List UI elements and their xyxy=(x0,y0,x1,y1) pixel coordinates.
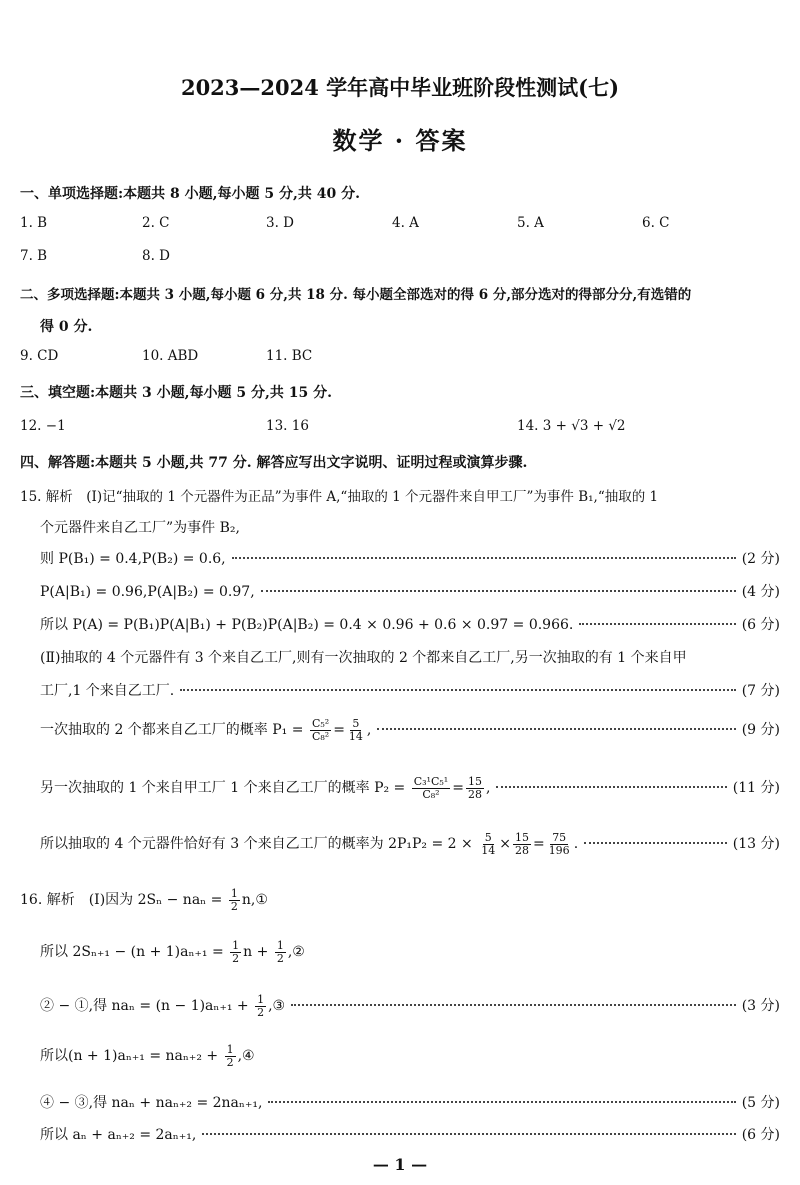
fraction: $\frac{1}{2}$ xyxy=(226,1043,234,1069)
fraction: $\frac{15}{28}$ xyxy=(467,775,482,801)
score-points: (5 分) xyxy=(741,1095,780,1111)
answer-item: 8. D xyxy=(142,248,170,264)
fraction: $\frac{\text{C₅²}}{\text{C₈²}}$ xyxy=(311,717,330,743)
q16-line: 16. 解析 (Ⅰ)因为 2Sₙ − naₙ = $\frac{1}{2}$ n,① xyxy=(20,887,268,913)
section-heading-multi-choice: 二、多项选择题:本题共 3 小题,每小题 6 分,共 18 分. 每小题全部选对的得 6 分,部分选对的得部分分,有选错的 xyxy=(20,287,692,303)
leader-dots xyxy=(291,1004,736,1006)
q15-step: P(A|B₁) = 0.96,P(A|B₂) = 0.97, (4 分) xyxy=(40,581,780,601)
answer-item: 14. 3 + √3 + √2 xyxy=(517,418,626,434)
answer-item: 3. D xyxy=(266,215,294,231)
answer-item: 1. B xyxy=(20,215,48,231)
answer-item: 9. CD xyxy=(20,348,59,364)
leader-dots xyxy=(584,842,727,844)
page-subtitle: 数学 · 答案 xyxy=(332,126,468,155)
q16-line: 所以(n + 1)aₙ₊₁ = naₙ₊₂ + $\frac{1}{2}$ ,④ xyxy=(40,1043,255,1069)
answer-item: 6. C xyxy=(642,215,670,231)
q15-step: 所以抽取的 4 个元器件恰好有 3 个来自乙工厂的概率为 2P₁P₂ = 2 × $\frac{5}{14}$ × $\frac{15}{28}$ = $\frac{75}{196}$ . (13 分) xyxy=(40,831,780,857)
section-heading-multi-choice-cont: 得 0 分. xyxy=(40,319,93,335)
q15-step: 则 P(B₁) = 0.4,P(B₂) = 0.6, (2 分) xyxy=(40,548,780,568)
section-heading-solutions: 四、解答题:本题共 5 小题,共 77 分. 解答应写出文字说明、证明过程或演算步骤. xyxy=(20,455,528,471)
fraction: $\frac{\text{C₃¹C₅¹}}{\text{C₈²}}$ xyxy=(413,775,449,801)
score-points: (4 分) xyxy=(741,584,780,600)
q15-part2: (Ⅱ)抽取的 4 个元器件有 3 个来自乙工厂,则有一次抽取的 2 个都来自乙工厂,另一次抽取的有 1 个来自甲 xyxy=(40,650,687,666)
score-points: (6 分) xyxy=(741,617,780,633)
q15-step: 工厂,1 个来自乙工厂. (7 分) xyxy=(40,680,780,700)
fraction: $\frac{5}{14}$ xyxy=(481,831,496,857)
answer-item: 13. 16 xyxy=(266,418,309,434)
leader-dots xyxy=(579,623,735,625)
leader-dots xyxy=(202,1133,735,1135)
page-number: — 1 — xyxy=(372,1155,428,1174)
q16-line: 所以 2Sₙ₊₁ − (n + 1)aₙ₊₁ = $\frac{1}{2}$ n + $\frac{1}{2}$ ,② xyxy=(40,939,305,965)
leader-dots xyxy=(261,590,736,592)
answer-item: 4. A xyxy=(392,215,419,231)
score-points: (6 分) xyxy=(741,1127,780,1143)
score-points: (2 分) xyxy=(741,551,780,567)
q15-step: 所以 P(A) = P(B₁)P(A|B₁) + P(B₂)P(A|B₂) = 0.4 × 0.96 + 0.6 × 0.97 = 0.966. (6 分) xyxy=(40,614,780,634)
q15-intro-cont: 个元器件来自乙工厂”为事件 B₂, xyxy=(40,520,240,536)
q15-step: 另一次抽取的 1 个来自甲工厂 1 个来自乙工厂的概率 P₂ = $\frac{\text{C₃¹C₅¹}}{\text{C₈²}}$ = $\frac{15}{28}$ , (11 分) xyxy=(40,775,780,801)
section-heading-fill-blank: 三、填空题:本题共 3 小题,每小题 5 分,共 15 分. xyxy=(20,385,332,401)
fraction: $\frac{1}{2}$ xyxy=(232,939,240,965)
score-points: (7 分) xyxy=(741,683,780,699)
score-points: (13 分) xyxy=(732,836,780,853)
leader-dots xyxy=(496,786,726,788)
fraction: $\frac{15}{28}$ xyxy=(514,831,529,857)
answer-item: 11. BC xyxy=(266,348,313,364)
leader-dots xyxy=(268,1101,735,1103)
section-heading-single-choice: 一、单项选择题:本题共 8 小题,每小题 5 分,共 40 分. xyxy=(20,186,360,202)
page-title: 2023—2024 学年高中毕业班阶段性测试(七) xyxy=(180,75,620,100)
fraction: $\frac{5}{14}$ xyxy=(348,717,363,743)
q16-step: ④ − ③,得 naₙ + naₙ₊₂ = 2naₙ₊₁, (5 分) xyxy=(40,1092,780,1112)
q16-step: 所以 aₙ + aₙ₊₂ = 2aₙ₊₁, (6 分) xyxy=(40,1124,780,1144)
q15-intro: 15. 解析 (Ⅰ)记“抽取的 1 个元器件为正品”为事件 A,“抽取的 1 个元器件来自甲工厂”为事件 B₁,“抽取的 1 xyxy=(20,489,659,505)
answer-item: 12. −1 xyxy=(20,418,66,434)
leader-dots xyxy=(377,728,735,730)
fraction: $\frac{1}{2}$ xyxy=(257,993,265,1019)
q15-step: 一次抽取的 2 个都来自乙工厂的概率 P₁ = $\frac{\text{C₅²}}{\text{C₈²}}$ = $\frac{5}{14}$ , (9 分) xyxy=(40,717,780,743)
leader-dots xyxy=(180,689,735,691)
answer-item: 2. C xyxy=(142,215,170,231)
leader-dots xyxy=(232,557,736,559)
answer-item: 5. A xyxy=(517,215,544,231)
score-points: (9 分) xyxy=(741,722,780,739)
score-points: (11 分) xyxy=(732,780,780,797)
score-points: (3 分) xyxy=(741,998,780,1015)
fraction: $\frac{1}{2}$ xyxy=(230,887,238,913)
answer-item: 7. B xyxy=(20,248,48,264)
fraction: $\frac{1}{2}$ xyxy=(276,939,284,965)
fraction: $\frac{75}{196}$ xyxy=(548,831,570,857)
answer-item: 10. ABD xyxy=(142,348,199,364)
q16-step: ② − ①,得 naₙ = (n − 1)aₙ₊₁ + $\frac{1}{2}$ ,③ (3 分) xyxy=(40,993,780,1019)
